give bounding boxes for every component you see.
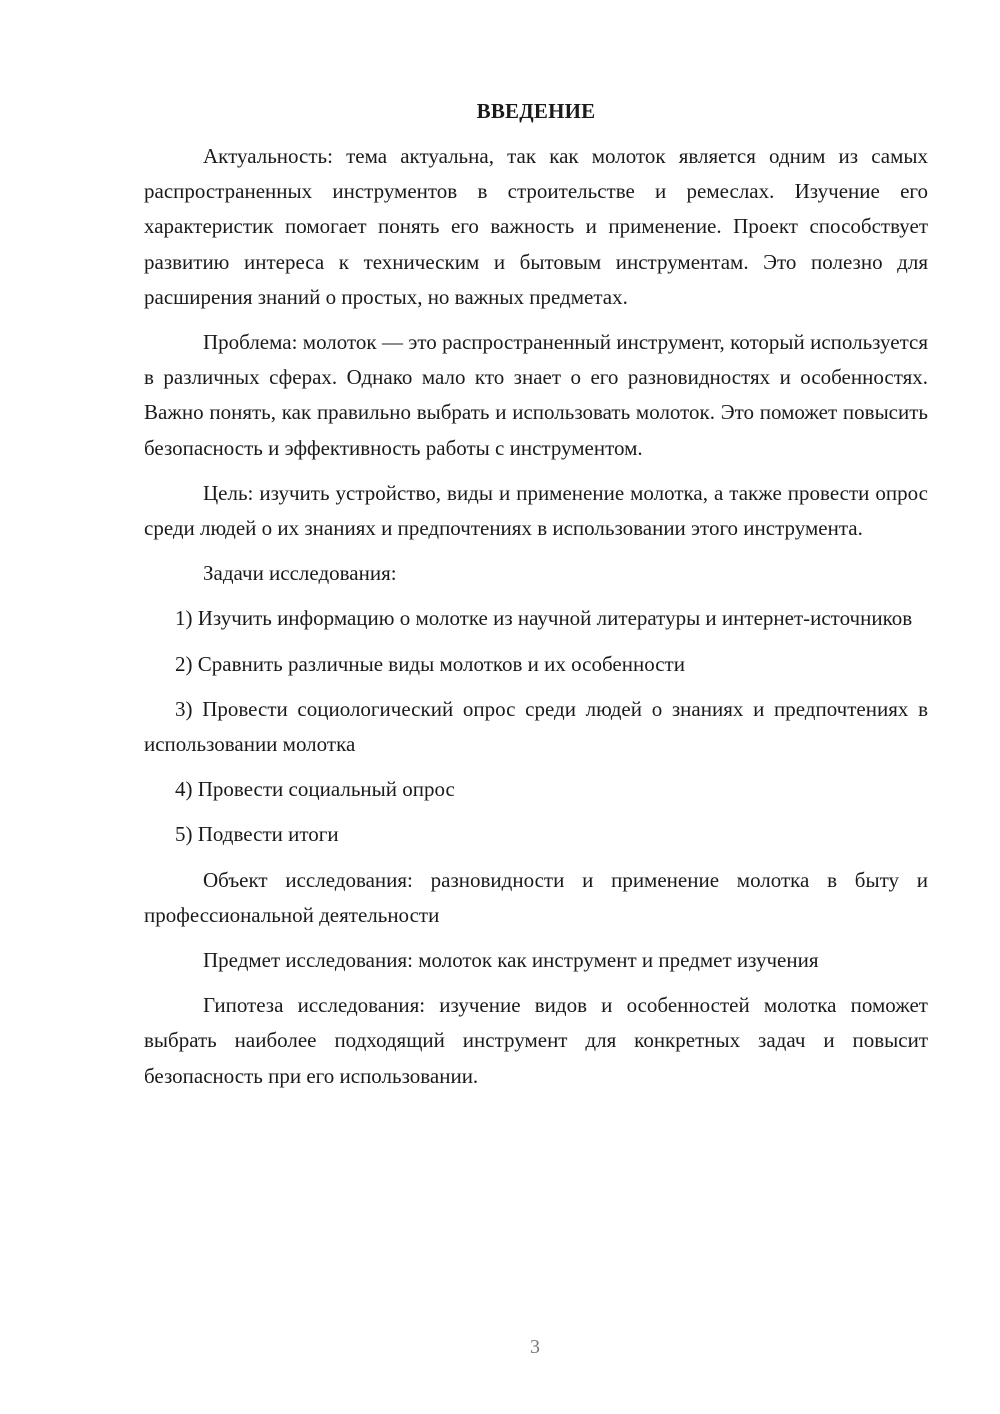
goal-paragraph: Цель: изучить устройство, виды и применение молотка, а также провести опрос среди людей о их знаниях и предпочтениях в использовании этого инструмента.: [144, 480, 928, 541]
page-content: [144, 94, 928, 1104]
task-item-4: 4) Провести социальный опрос: [175, 777, 455, 802]
hypothesis-paragraph: Гипотеза исследования: изучение видов и особенностей молотка поможет выбрать наиболее подходящий инструмент для конкретных задач и повысит безопасность при его использовании.: [144, 993, 928, 1088]
problem-paragraph: Проблема: молоток — это распространенный инструмент, который используется в различных сферах. Однако мало кто знает о его разновидностях и особенностях. Важно понять, как правильно выбрать и использовать молоток. Это поможет повысить безопасность и эффективность работы с инструментом.: [144, 330, 928, 460]
task-item-3: 3) Провести социологический опрос среди людей о знаниях и предпочтениях в использовании молотка: [144, 696, 928, 757]
task-item-1: 1) Изучить информацию о молотке из научной литературы и интернет-источников: [175, 606, 913, 631]
task-item-5: 5) Подвести итоги: [175, 822, 339, 847]
object-paragraph: Объект исследования: разновидности и применение молотка в быту и профессиональной деятельности: [144, 867, 928, 927]
page-number: 3: [530, 1336, 540, 1358]
relevance-paragraph: Актуальность: тема актуальна, так как молоток является одним из самых распространенных инструментов в строительстве и ремеслах. Изучение его характеристик помогает понять его важность и применение. Проект способствует развитию интереса к техническим и бытовым инструментам. Это полезно для расширения знаний о простых, но важных предметах.: [144, 144, 928, 309]
task-item-2: 2) Сравнить различные виды молотков и их особенности: [175, 651, 685, 676]
tasks-heading: Задачи исследования:: [203, 561, 397, 586]
page-title: ВВЕДЕНИЕ: [476, 99, 596, 123]
subject-paragraph: Предмет исследования: молоток как инструмент и предмет изучения: [203, 948, 819, 973]
